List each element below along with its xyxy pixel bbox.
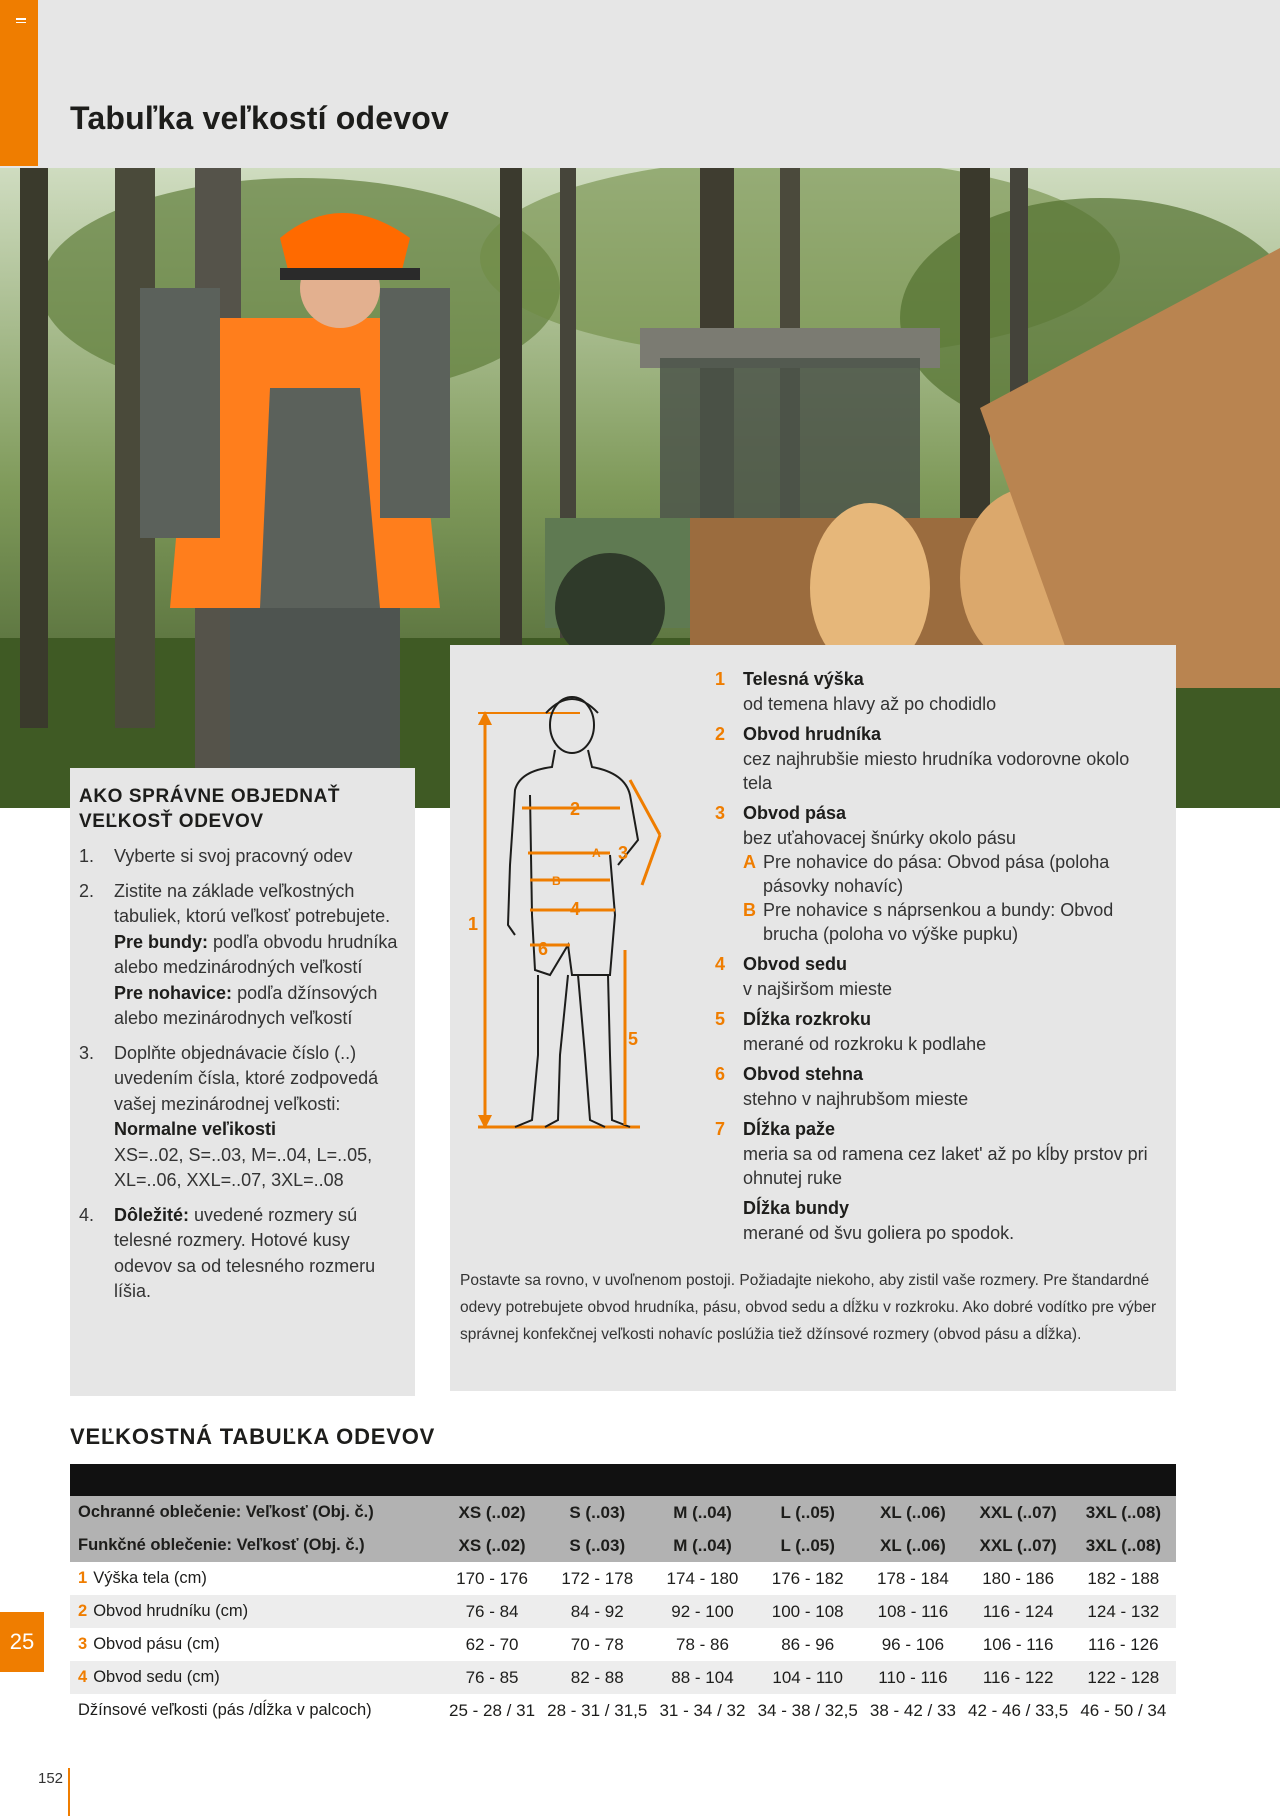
- table-row: [70, 1628, 1176, 1661]
- order-step: [79, 844, 405, 870]
- table-cell: 176 - 182: [771, 1568, 844, 1588]
- measurement-item: [715, 801, 1155, 946]
- table-cell: 88 - 104: [671, 1667, 734, 1687]
- hamburger-menu-icon[interactable]: [16, 18, 26, 26]
- table-cell: XL (..06): [879, 1535, 946, 1555]
- measurement-number: 5: [715, 1009, 726, 1029]
- order-instructions-panel: [70, 768, 415, 1396]
- measurement-item: [715, 722, 1155, 795]
- step-number: 2.: [79, 880, 95, 901]
- measurement-desc: stehno v najhrubšom mieste: [743, 1089, 969, 1109]
- table-cell: 116 - 126: [1088, 1634, 1159, 1654]
- table-cell: 96 - 106: [881, 1634, 945, 1654]
- row-label: [70, 1602, 439, 1621]
- measurement-note: Postavte sa rovno, v uvoľnenom postoji. Požiadajte niekoho, aby zistil vaše rozmery. Pre štandardné odevy potrebujete obvod hrudníka, pásu, obvod sedu a dĺžku v rozkroku. Ako dobré vodítko pre výber správnej konfekčnej veľkosti nohavíc poslúžia tiež džínsové rozmery (obvod pásu a dĺžka).: [460, 1272, 1157, 1343]
- table-cell: 84 - 92: [570, 1601, 624, 1621]
- measurement-number: 3: [715, 803, 726, 823]
- step-number: 3.: [79, 1042, 95, 1063]
- table-cell: 3XL (..08): [1085, 1502, 1161, 1522]
- table-cell: 76 - 85: [465, 1667, 519, 1687]
- measurement-subitem: [743, 850, 1155, 898]
- measurement-desc: meria sa od ramena cez laket' až po kĺby prstov pri ohnutej ruke: [743, 1144, 1148, 1188]
- table-cell: 172 - 178: [561, 1568, 634, 1588]
- step-text: podľa obvodu hrudníka alebo medzinárodných veľkostí: [114, 931, 398, 977]
- measurement-desc: merané od rozkroku k podlahe: [743, 1034, 987, 1054]
- section-tab[interactable]: 25: [0, 1612, 44, 1672]
- table-row: [70, 1661, 1176, 1694]
- table-cell: S (..03): [569, 1535, 626, 1555]
- measurement-item: [715, 952, 1155, 1001]
- table-cell: L (..05): [780, 1535, 835, 1555]
- table-cell: 31 - 34 / 32: [659, 1700, 746, 1720]
- row-label-text: Ochranné oblečenie: Veľkosť (Obj. č.): [78, 1503, 374, 1521]
- step-number: 1.: [79, 846, 95, 866]
- table-cell: XS (..02): [458, 1535, 526, 1555]
- table-header-row: [70, 1529, 1176, 1562]
- order-step: [79, 879, 405, 1032]
- step-bold-label: Pre nohavice:: [114, 982, 233, 1003]
- subitem-text: Pre nohavice s náprsenkou a bundy: Obvod brucha (poloha vo výške pupku): [763, 900, 1114, 944]
- figure-label-b: B: [552, 874, 561, 888]
- measurement-subitem: [743, 898, 1155, 946]
- row-number: 3: [78, 1635, 88, 1653]
- table-cell: XL (..06): [879, 1502, 946, 1522]
- table-cell: 34 - 38 / 32,5: [757, 1700, 858, 1720]
- table-cell: 122 - 128: [1087, 1667, 1160, 1687]
- order-step: [79, 1041, 405, 1194]
- figure-label-4: 4: [570, 899, 581, 919]
- table-cell: M (..04): [673, 1535, 732, 1555]
- table-row: [70, 1562, 1176, 1595]
- row-label: [70, 1503, 439, 1522]
- subitem-text: Pre nohavice do pása: Obvod pása (poloha pásovky nohavíc): [763, 852, 1110, 896]
- table-cell: 178 - 184: [876, 1568, 949, 1588]
- table-cell: 42 - 46 / 33,5: [968, 1700, 1069, 1720]
- table-cell: 104 - 110: [772, 1667, 843, 1687]
- table-top-bar: [70, 1464, 1176, 1496]
- table-cell: 28 - 31 / 31,5: [547, 1700, 648, 1720]
- table-cell: 76 - 84: [465, 1601, 519, 1621]
- measurement-desc: bez uťahovacej šnúrky okolo pásu: [743, 828, 1016, 848]
- table-cell: 174 - 180: [666, 1568, 739, 1588]
- row-label-text: Funkčné oblečenie: Veľkosť (Obj. č.): [78, 1536, 365, 1554]
- size-table-title: VEĽKOSTNÁ TABUĽKA ODEVOV: [70, 1424, 436, 1449]
- measurement-title: Dĺžka rozkroku: [743, 1009, 872, 1029]
- table-row: [70, 1595, 1176, 1628]
- measurement-desc: cez najhrubšie miesto hrudníka vodorovne okolo tela: [743, 749, 1130, 793]
- table-cell: 108 - 116: [877, 1601, 949, 1621]
- measurement-title: Obvod pása: [743, 803, 847, 823]
- measurement-title: Telesná výška: [743, 669, 864, 689]
- step-bold-label: Normalne veľikosti: [114, 1119, 276, 1139]
- figure-label-6: 6: [538, 939, 549, 959]
- table-row: [70, 1694, 1176, 1727]
- table-cell: 62 - 70: [465, 1634, 519, 1654]
- measurement-item: [715, 667, 1155, 716]
- orange-strip: [0, 0, 38, 166]
- table-cell: 38 - 42 / 33: [869, 1700, 956, 1720]
- order-steps-list: [79, 844, 405, 1305]
- measurement-item: [715, 1062, 1155, 1111]
- body-measurement-figure: [460, 675, 680, 1145]
- footer-line: [68, 1768, 70, 1816]
- figure-label-2: 2: [570, 799, 581, 819]
- table-cell: 124 - 132: [1087, 1601, 1160, 1621]
- table-cell: S (..03): [569, 1502, 626, 1522]
- page-title: Tabuľka veľkostí odevov: [70, 100, 450, 136]
- step-text: Doplňte objednávacie číslo (..) uvedením čísla, ktoré zodpovedá vašej mezinárodnej veľkosti:: [114, 1042, 379, 1114]
- measurement-guide-panel: [450, 645, 1176, 1391]
- table-cell: M (..04): [673, 1502, 732, 1522]
- measurement-list: [715, 667, 1155, 1251]
- measurement-number: 2: [715, 724, 726, 744]
- table-cell: 70 - 78: [570, 1634, 624, 1654]
- row-label-text: Obvod sedu (cm): [93, 1668, 220, 1686]
- step-number: 4.: [79, 1204, 95, 1225]
- figure-label-a: A: [592, 846, 601, 860]
- row-label: [70, 1668, 439, 1687]
- measurement-title: Dĺžka bundy: [743, 1198, 850, 1218]
- step-text: Zistite na základe veľkostných tabuliek, ktorú veľkosť potrebujete.: [114, 880, 391, 926]
- row-label-text: Výška tela (cm): [93, 1569, 207, 1587]
- measurement-title: Dĺžka paže: [743, 1119, 836, 1139]
- measurement-desc: merané od švu goliera po spodok.: [743, 1223, 1015, 1243]
- table-cell: 110 - 116: [878, 1667, 948, 1687]
- table-cell: 116 - 124: [982, 1601, 1054, 1621]
- page-number: 152: [38, 1770, 64, 1787]
- row-number: 4: [78, 1668, 88, 1686]
- row-label: [70, 1536, 439, 1555]
- row-label-text: Džínsové veľkosti (pás /dĺžka v palcoch): [78, 1701, 372, 1719]
- table-cell: XXL (..07): [979, 1502, 1057, 1522]
- table-cell: L (..05): [780, 1502, 835, 1522]
- size-table: [70, 1464, 1176, 1727]
- measurement-number: 1: [715, 669, 726, 689]
- table-cell: XXL (..07): [979, 1535, 1057, 1555]
- step-text: uvedené rozmery sú telesné rozmery. Hotové kusy odevov sa od telesného rozmeru líšia.: [114, 1204, 376, 1301]
- row-label-text: Obvod pásu (cm): [93, 1635, 220, 1653]
- measurement-number: 4: [715, 954, 726, 974]
- step-text: Vyberte si svoj pracovný odev: [114, 846, 353, 866]
- measurement-number: 6: [715, 1064, 726, 1084]
- measurement-item: [715, 1117, 1155, 1190]
- subitem-letter: A: [743, 852, 756, 872]
- measurement-desc: v najširšom mieste: [743, 979, 893, 999]
- table-cell: 170 - 176: [456, 1568, 528, 1588]
- measurement-item: [715, 1196, 1155, 1245]
- table-body: [70, 1496, 1176, 1727]
- row-label: [70, 1635, 439, 1654]
- table-cell: 116 - 122: [982, 1667, 1054, 1687]
- step-bold-label: Dôležité:: [114, 1204, 190, 1225]
- order-instructions-title: AKO SPRÁVNE OBJEDNAŤ VEĽKOSŤ ODEVOV: [79, 786, 341, 832]
- measurement-title: Obvod hrudníka: [743, 724, 882, 744]
- step-text: podľa džínsových alebo mezinárodnych veľkostí: [114, 982, 378, 1028]
- table-cell: 180 - 186: [982, 1568, 1055, 1588]
- row-label: [70, 1569, 439, 1588]
- table-cell: 25 - 28 / 31: [449, 1700, 536, 1720]
- row-label-text: Obvod hrudníku (cm): [93, 1602, 249, 1620]
- step-bold-label: Pre bundy:: [114, 931, 209, 952]
- measurement-desc: od temena hlavy až po chodidlo: [743, 694, 997, 714]
- order-step: [79, 1203, 405, 1305]
- table-cell: 92 - 100: [671, 1601, 734, 1621]
- figure-label-1: 1: [468, 914, 479, 934]
- header-band: [0, 0, 1280, 168]
- size-codes-line: XS=..02, S=..03, M=..04, L=..05,: [114, 1144, 373, 1165]
- table-header-row: [70, 1496, 1176, 1529]
- table-cell: 86 - 96: [781, 1634, 835, 1654]
- table-cell: 46 - 50 / 34: [1080, 1700, 1167, 1720]
- table-cell: 78 - 86: [676, 1634, 729, 1654]
- row-label: [70, 1701, 439, 1720]
- table-cell: 106 - 116: [982, 1634, 1054, 1654]
- row-number: 1: [78, 1569, 88, 1587]
- subitem-letter: B: [743, 900, 756, 920]
- measurement-item: [715, 1007, 1155, 1056]
- measurement-title: Obvod stehna: [743, 1064, 864, 1084]
- figure-label-5: 5: [628, 1029, 639, 1049]
- size-codes-line: XL=..06, XXL=..07, 3XL=..08: [114, 1170, 344, 1190]
- table-cell: XS (..02): [458, 1502, 526, 1522]
- measurement-title: Obvod sedu: [743, 954, 848, 974]
- figure-label-3: 3: [618, 843, 629, 863]
- table-cell: 182 - 188: [1087, 1568, 1160, 1588]
- row-number: 2: [78, 1602, 88, 1620]
- table-cell: 3XL (..08): [1085, 1535, 1161, 1555]
- table-cell: 100 - 108: [771, 1601, 844, 1621]
- measurement-number: 7: [715, 1119, 726, 1139]
- table-cell: 82 - 88: [570, 1667, 624, 1687]
